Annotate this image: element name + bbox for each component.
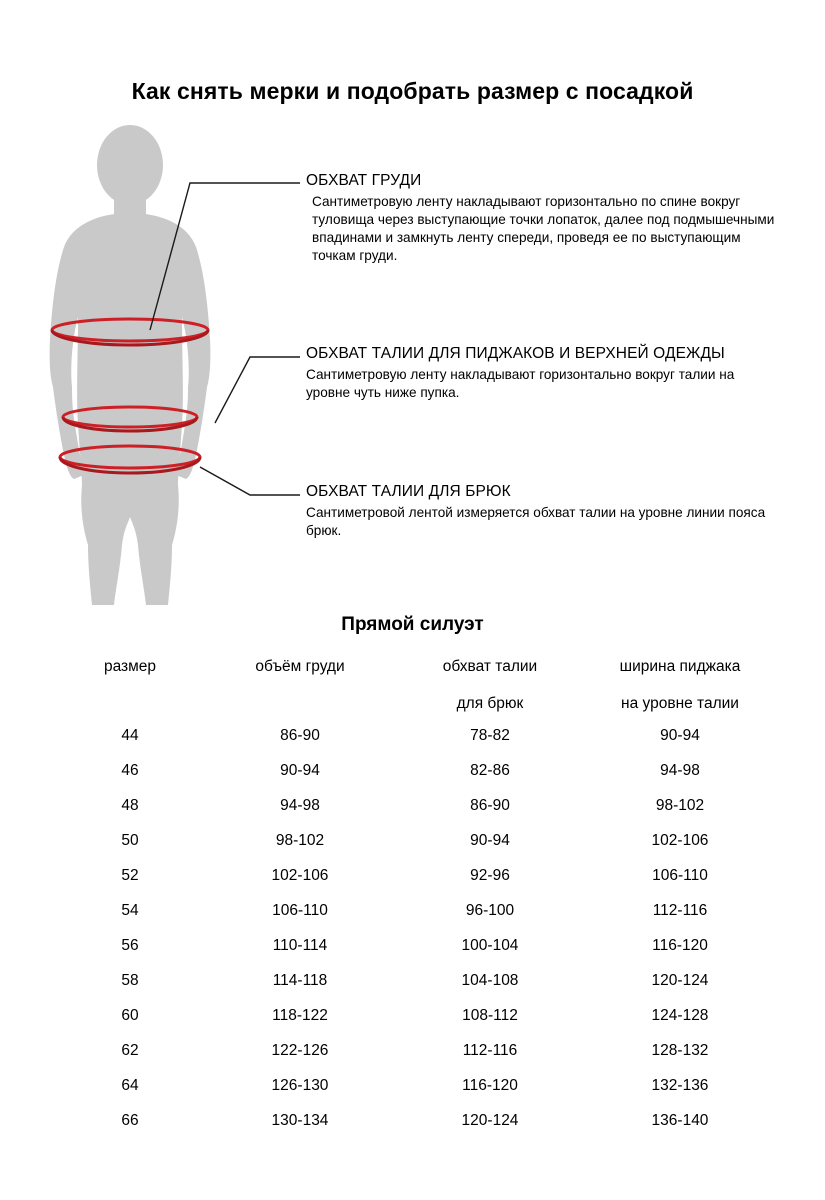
- callout-chest-heading: ОБХВАТ ГРУДИ: [306, 172, 422, 189]
- column-header-waist: [395, 655, 585, 718]
- cell-chest: 94-98: [280, 796, 320, 814]
- cell-chest: 102-106: [271, 866, 329, 884]
- table-row: [55, 963, 775, 998]
- table-row: [55, 1068, 775, 1103]
- cell-size: 62: [121, 1041, 139, 1059]
- cell-jacket-width: 102-106: [651, 831, 709, 849]
- callout-waist-trousers-heading: ОБХВАТ ТАЛИИ ДЛЯ БРЮК: [306, 483, 511, 500]
- table-row: [55, 998, 775, 1033]
- cell-chest: 118-122: [272, 1006, 328, 1024]
- cell-chest: 122-126: [271, 1041, 329, 1059]
- cell-waist: 96-100: [465, 901, 515, 919]
- cell-size: 60: [121, 1006, 139, 1024]
- table-row: [55, 788, 775, 823]
- cell-waist: 120-124: [461, 1111, 519, 1129]
- table-row: [55, 893, 775, 928]
- callout-waist-jacket-heading: ОБХВАТ ТАЛИИ ДЛЯ ПИДЖАКОВ И ВЕРХНЕЙ ОДЕЖДЫ: [306, 345, 725, 362]
- table-row: [55, 1103, 775, 1138]
- column-header-waist-sub: для брюк: [456, 695, 524, 713]
- cell-chest: 106-110: [272, 901, 328, 919]
- cell-size: 56: [121, 936, 139, 954]
- cell-chest: 86-90: [280, 726, 320, 744]
- cell-size: 54: [121, 901, 139, 919]
- cell-chest: 90-94: [280, 761, 320, 779]
- cell-jacket-width: 94-98: [660, 761, 700, 779]
- column-header-size-main: размер: [103, 658, 157, 675]
- table-row: [55, 753, 775, 788]
- table-header-row: [55, 655, 775, 718]
- page-title: Как снять мерки и подобрать размер с посадкой: [131, 78, 694, 104]
- callout-texts: [0, 125, 825, 605]
- cell-jacket-width: 136-140: [651, 1111, 709, 1129]
- cell-waist: 78-82: [470, 726, 510, 744]
- column-header-size: [55, 655, 205, 718]
- cell-size: 58: [121, 971, 139, 989]
- callout-waist-trousers-body: Сантиметровой лентой измеряется обхват талии на уровне линии пояса брюк.: [306, 505, 766, 539]
- cell-jacket-width: 116-120: [652, 936, 708, 954]
- cell-chest: 98-102: [275, 831, 325, 849]
- cell-size: 44: [121, 726, 139, 744]
- cell-jacket-width: 132-136: [651, 1076, 709, 1094]
- cell-jacket-width: 106-110: [652, 866, 708, 884]
- cell-size: 50: [121, 831, 139, 849]
- table-row: [55, 1033, 775, 1068]
- table-row: [55, 823, 775, 858]
- cell-chest: 126-130: [271, 1076, 329, 1094]
- cell-size: 46: [121, 761, 139, 779]
- callout-waist-jacket: [306, 345, 816, 402]
- callout-waist-jacket-body: Сантиметровую ленту накладывают горизонтально вокруг талии на уровне чуть ниже пупка.: [306, 367, 735, 401]
- callout-chest-body: Сантиметровую ленту накладывают горизонтально по спине вокруг туловища через выступающие точки лопаток, далее под подмышечными впадинами и замкнуть ленту спереди, проведя ее по выступающим точкам груди.: [312, 194, 775, 264]
- cell-waist: 92-96: [470, 866, 510, 884]
- cell-jacket-width: 124-128: [651, 1006, 709, 1024]
- table-body: [55, 718, 775, 1138]
- cell-waist: 116-120: [462, 1076, 518, 1094]
- column-header-jacket-width: [585, 655, 775, 718]
- cell-size: 48: [121, 796, 139, 814]
- cell-jacket-width: 98-102: [655, 796, 705, 814]
- table-row: [55, 858, 775, 893]
- cell-waist: 112-116: [462, 1041, 518, 1059]
- column-header-jacket-width-main: ширина пиджака: [619, 658, 741, 675]
- column-header-waist-main: обхват талии: [442, 658, 538, 675]
- column-header-jacket-width-sub: на уровне талии: [621, 695, 739, 713]
- cell-chest: 130-134: [271, 1111, 329, 1129]
- cell-waist: 100-104: [461, 936, 519, 954]
- table-row: [55, 928, 775, 963]
- cell-size: 66: [121, 1111, 139, 1129]
- cell-jacket-width: 112-116: [652, 901, 708, 919]
- cell-chest: 110-114: [272, 936, 328, 954]
- cell-size: 64: [121, 1076, 139, 1094]
- cell-jacket-width: 128-132: [651, 1041, 709, 1059]
- cell-waist: 82-86: [470, 761, 510, 779]
- cell-jacket-width: 120-124: [651, 971, 709, 989]
- column-header-chest-main: объём груди: [255, 658, 345, 675]
- cell-waist: 104-108: [461, 971, 519, 989]
- cell-size: 52: [121, 866, 139, 884]
- cell-waist: 90-94: [470, 831, 510, 849]
- cell-waist: 108-112: [462, 1006, 518, 1024]
- callout-waist-trousers: [306, 483, 786, 540]
- cell-waist: 86-90: [470, 796, 510, 814]
- callout-chest: [306, 172, 776, 265]
- cell-jacket-width: 90-94: [660, 726, 700, 744]
- column-header-chest: [205, 655, 395, 718]
- size-table: [55, 655, 775, 1138]
- table-section-title: Прямой силуэт: [341, 614, 484, 635]
- table-row: [55, 718, 775, 753]
- cell-chest: 114-118: [272, 971, 328, 989]
